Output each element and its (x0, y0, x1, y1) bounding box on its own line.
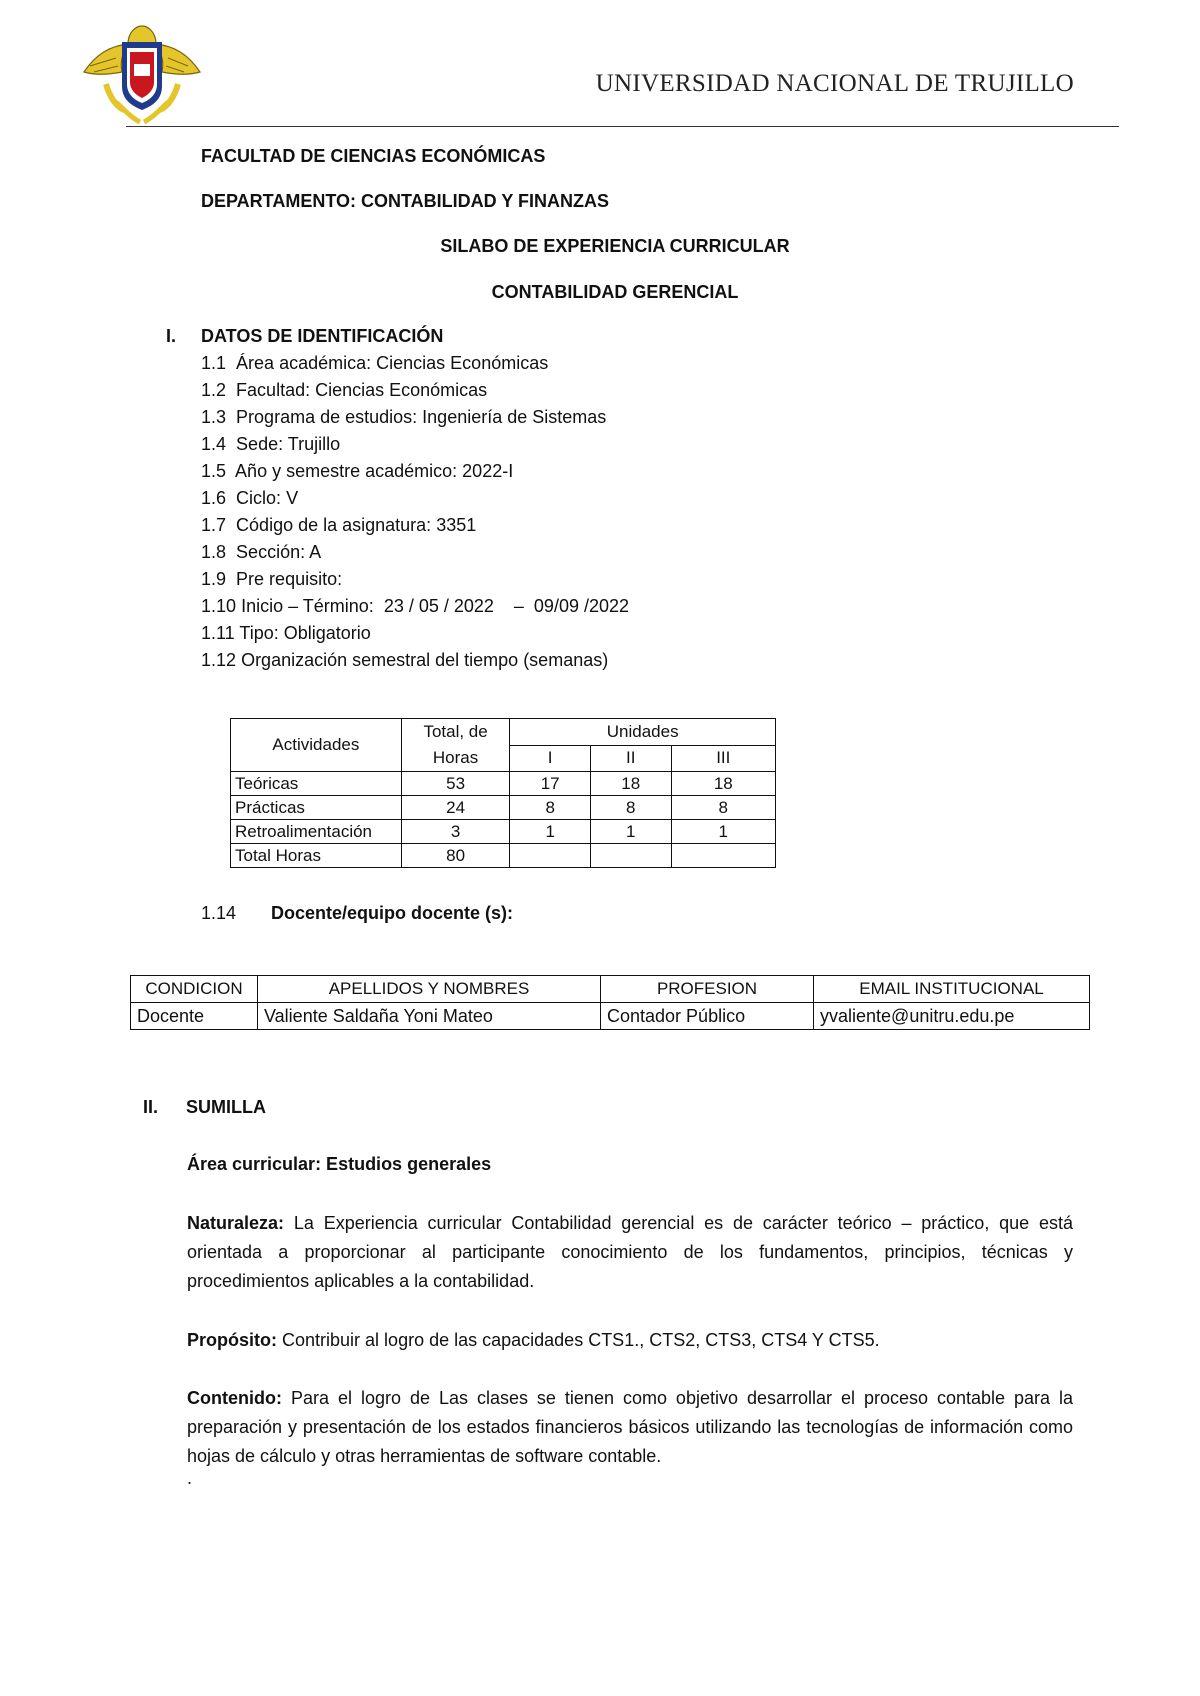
teachers-label: Docente/equipo docente (s): (271, 903, 514, 923)
table-cell: Teóricas (231, 772, 402, 796)
table-cell: Total Horas (231, 844, 402, 868)
table-row (231, 772, 776, 796)
list-item: 1.10 Inicio – Término: 23 / 05 / 2022 – 09/09 /2022 (201, 596, 630, 616)
list-item: 1.4 Sede: Trujillo (201, 434, 341, 454)
table-cell: Contador Público (601, 1003, 814, 1030)
section-2-heading: SUMILLA (186, 1097, 266, 1117)
table-cell: 18 (671, 772, 775, 796)
table-cell: 8 (510, 796, 591, 820)
section-2-number: II. (143, 1097, 159, 1117)
list-item: 1.9 Pre requisito: (201, 569, 343, 589)
table-cell: 1 (590, 820, 671, 844)
course-title: CONTABILIDAD GERENCIAL (491, 282, 739, 302)
table-row (231, 796, 776, 820)
content-paragraph: Contenido: Para el logro de Las clases se tienen como objetivo desarrollar el proceso contable para la preparación y presentación de los estados financieros básicos utilizando las tecnologías de información como hojas de cálculo y otras herramientas de software contable. (187, 1388, 1073, 1466)
nature-paragraph: Naturaleza: La Experiencia curricular Contabilidad gerencial es de carácter teórico – práctico, que está orientada a proporcionar al participante conocimiento de los fundamentos, principios, técnicas y procedimientos aplicables a la contabilidad. (187, 1213, 1073, 1291)
university-name: UNIVERSIDAD NACIONAL DE TRUJILLO (595, 70, 1074, 97)
university-emblem-icon (76, 14, 208, 126)
list-item: 1.1 Área académica: Ciencias Económicas (201, 353, 549, 373)
section-1-heading: DATOS DE IDENTIFICACIÓN (201, 326, 444, 346)
list-item: 1.11 Tipo: Obligatorio (201, 623, 371, 643)
list-item: 1.5 Año y semestre académico: 2022-I (201, 461, 514, 481)
table-header: III (671, 745, 775, 772)
table-cell: 17 (510, 772, 591, 796)
table-row (231, 820, 776, 844)
syllabus-title: SILABO DE EXPERIENCIA CURRICULAR (440, 236, 790, 256)
table-cell: 24 (401, 796, 510, 820)
table-cell: Docente (131, 1003, 258, 1030)
table-row (231, 844, 776, 868)
trailing-dot: . (187, 1468, 193, 1488)
table-cell: 3 (401, 820, 510, 844)
table-header: CONDICION (131, 976, 258, 1003)
table-cell: 53 (401, 772, 510, 796)
table-header: APELLIDOS Y NOMBRES (258, 976, 601, 1003)
hours-table (230, 718, 776, 868)
table-cell: 8 (671, 796, 775, 820)
table-cell: Valiente Saldaña Yoni Mateo (258, 1003, 601, 1030)
curricular-area: Área curricular: Estudios generales (187, 1154, 492, 1174)
table-header: II (590, 745, 671, 772)
table-header: Actividades (231, 719, 402, 772)
table-cell (510, 844, 591, 868)
list-item: 1.8 Sección: A (201, 542, 322, 562)
table-cell: Retroalimentación (231, 820, 402, 844)
table-cell: 8 (590, 796, 671, 820)
table-cell (671, 844, 775, 868)
teachers-number: 1.14 (201, 903, 237, 923)
email-link[interactable]: yvaliente@unitru.edu.pe (814, 1003, 1090, 1030)
header-divider (126, 126, 1119, 127)
purpose-paragraph: Propósito: Contribuir al logro de las capacidades CTS1., CTS2, CTS3, CTS4 Y CTS5. (187, 1330, 880, 1350)
table-cell: 18 (590, 772, 671, 796)
table-cell: 1 (510, 820, 591, 844)
table-cell: 80 (401, 844, 510, 868)
teachers-table (130, 975, 1090, 1030)
list-item: 1.3 Programa de estudios: Ingeniería de Sistemas (201, 407, 607, 427)
section-1-number: I. (166, 326, 177, 346)
table-cell (590, 844, 671, 868)
table-header: I (510, 745, 591, 772)
department-title: DEPARTAMENTO: CONTABILIDAD Y FINANZAS (201, 191, 609, 211)
table-cell: Prácticas (231, 796, 402, 820)
list-item: 1.2 Facultad: Ciencias Económicas (201, 380, 488, 400)
faculty-title: FACULTAD DE CIENCIAS ECONÓMICAS (201, 146, 546, 166)
table-header: Total, de Horas (401, 719, 510, 772)
table-header: Unidades (510, 719, 776, 746)
list-item: 1.7 Código de la asignatura: 3351 (201, 515, 477, 535)
list-item: 1.12 Organización semestral del tiempo (semanas) (201, 650, 609, 670)
table-header: EMAIL INSTITUCIONAL (814, 976, 1090, 1003)
table-header: PROFESION (601, 976, 814, 1003)
table-row (131, 1003, 1090, 1030)
table-cell: 1 (671, 820, 775, 844)
list-item: 1.6 Ciclo: V (201, 488, 299, 508)
